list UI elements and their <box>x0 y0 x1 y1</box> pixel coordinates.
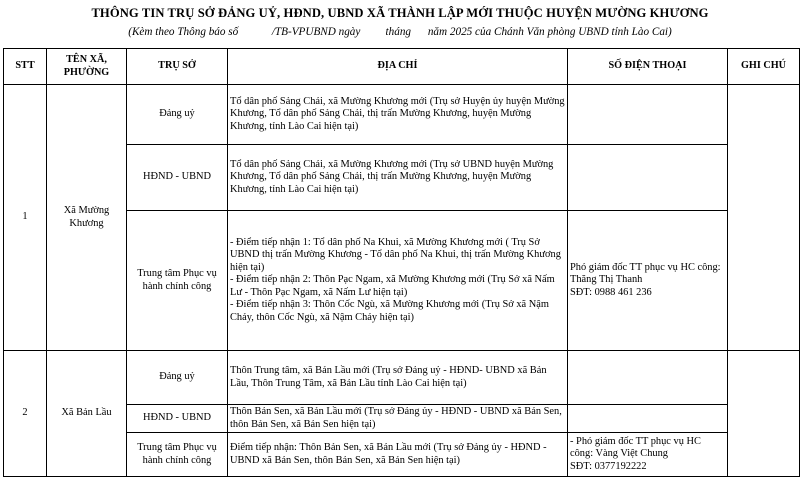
phone-line: SĐT: 0377192222 <box>570 460 647 472</box>
document-title: THÔNG TIN TRỤ SỞ ĐẢNG UỶ, HĐND, UBND XÃ THÀNH LẬP MỚI THUỘC HUYỆN MƯỜNG KHƯƠNG <box>91 6 709 20</box>
address-cell: Thôn Trung tâm, xã Bản Lầu mới (Trụ sở Đảng uỷ - HĐND- UBND xã Bản Lầu, Thôn Trung Tâm, xã Bản Lầu tỉnh Lào Cai hiện tại) <box>228 351 568 405</box>
document-subtitle <box>0 26 800 38</box>
address-cell: Điểm tiếp nhận: Thôn Bản Sen, xã Bản Lầu mới (Trụ sở Đảng ủy - HĐND - UBND xã Bản Sen, thôn Bản Sen, xã Bản Sen hiện tại) <box>228 433 568 477</box>
note-cell <box>728 85 800 351</box>
phone-cell <box>568 211 728 351</box>
address-line: - Điểm tiếp nhận 3: Thôn Cốc Ngù, xã Mường Khương mới (Trụ Sở xã Nậm Chảy, thôn Cốc Ngù, xã Nậm Chảy hiện tại) <box>230 299 549 323</box>
header-dia-chi: ĐỊA CHỈ <box>228 49 568 85</box>
office-type-cell: Trung tâm Phục vụ hành chính công <box>127 433 228 477</box>
phone-cell <box>568 145 728 211</box>
office-type-cell: Trung tâm Phục vụ hành chính công <box>127 211 228 351</box>
phone-cell <box>568 351 728 405</box>
header-stt: STT <box>4 49 47 85</box>
address-cell: Tổ dân phố Sảng Chải, xã Mường Khương mới (Trụ sở UBND huyện Mường Khương, Tổ dân phố Sảng Chải, thị trấn Mường Khương, huyện Mường Khương, tỉnh Lào Cai hiện tại) <box>228 145 568 211</box>
phone-line: công: Vàng Việt Chung <box>570 448 668 460</box>
phone-cell <box>568 405 728 433</box>
phone-line: - Phó giám đốc TT phục vụ HC <box>570 435 701 447</box>
subtitle-part-3: tháng <box>385 26 412 38</box>
office-info-table <box>3 48 800 477</box>
table-row <box>4 85 800 145</box>
header-ghi-chu: GHI CHÚ <box>728 49 800 85</box>
subtitle-part-4: năm 2025 của Chánh Văn phòng UBND tỉnh Lào Cai) <box>427 26 672 38</box>
office-type-cell: HĐND - UBND <box>127 405 228 433</box>
commune-name-cell: Xã Mường Khương <box>47 85 127 351</box>
subtitle-part-1: (Kèm theo Thông báo số <box>128 26 239 38</box>
office-type-cell: Đảng uỷ <box>127 351 228 405</box>
phone-cell <box>568 85 728 145</box>
header-row <box>4 49 800 85</box>
subtitle-part-2: /TB-VPUBND ngày <box>271 26 361 38</box>
commune-name-cell: Xã Bản Lầu <box>47 351 127 477</box>
phone-line: Phó giám đốc TT phục vụ HC công: <box>570 261 721 273</box>
note-cell <box>728 351 800 477</box>
stt-cell: 2 <box>4 351 47 477</box>
address-line: - Điểm tiếp nhận 2: Thôn Pạc Ngam, xã Mường Khương mới (Trụ Sở xã Nấm Lư - Thôn Pạc Ngam, xã Nấm Lư hiện tại) <box>230 274 555 298</box>
address-cell: Thôn Bản Sen, xã Bản Lầu mới (Trụ sở Đảng ủy - HĐND - UBND xã Bản Sen, thôn Bản Sen, xã Bản Sen hiện tại) <box>228 405 568 433</box>
table-row <box>4 351 800 405</box>
office-type-cell: Đảng uỷ <box>127 85 228 145</box>
header-tru-so: TRỤ SỞ <box>127 49 228 85</box>
phone-line: SĐT: 0988 461 236 <box>570 286 652 298</box>
stt-cell: 1 <box>4 85 47 351</box>
address-line: - Điểm tiếp nhận 1: Tổ dân phố Na Khui, xã Mường Khương mới ( Trụ Sở UBND thị trấn Mường Khương - Tổ dân phố Na Khui, thị trấn Mường Khương hiện tại) <box>230 237 561 273</box>
phone-line: Thăng Thị Thanh <box>570 274 643 286</box>
address-cell <box>228 211 568 351</box>
header-ten-xa: TÊN XÃ, PHƯỜNG <box>47 49 127 85</box>
office-type-cell: HĐND - UBND <box>127 145 228 211</box>
phone-cell <box>568 433 728 477</box>
address-cell: Tổ dân phố Sảng Chải, xã Mường Khương mới (Trụ sở Huyện ủy huyện Mường Khương, Tổ dân phố Sảng Chải, thị trấn Mường Khương, huyện Mường Khương, tỉnh Lào Cai hiện tại) <box>228 85 568 145</box>
header-sdt: SỐ ĐIỆN THOẠI <box>568 49 728 85</box>
